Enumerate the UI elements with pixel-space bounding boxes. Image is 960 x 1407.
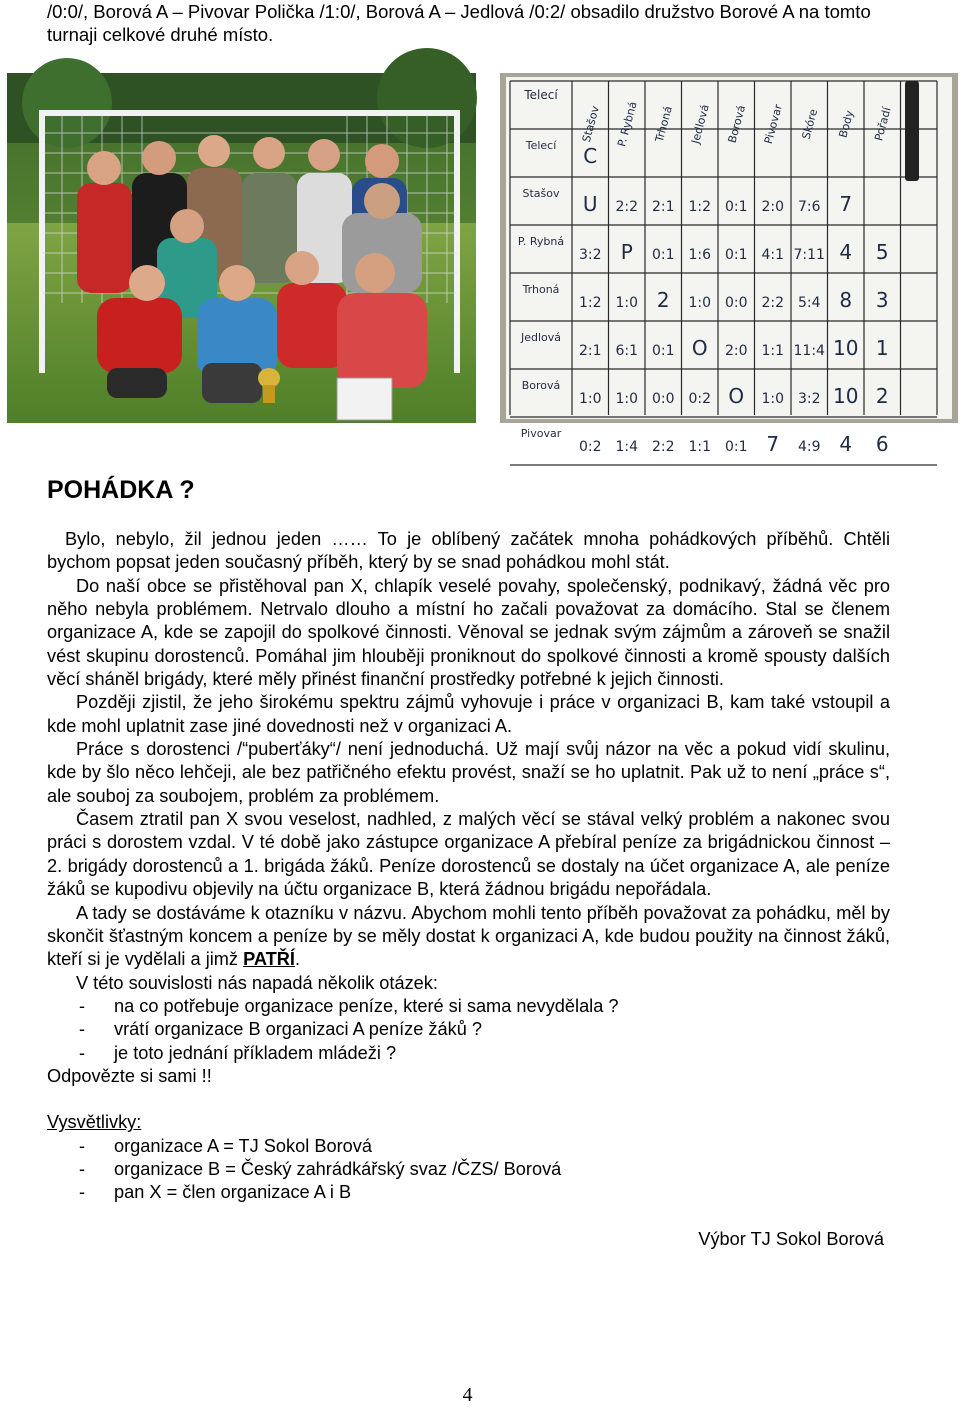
paragraph-6 (47, 902, 890, 972)
board-cell: 0:1 (651, 247, 675, 263)
board-column-header: P. Rybná (615, 100, 640, 149)
list-item: - vrátí organizace B organizaci A peníze žáků ? (79, 1019, 483, 1040)
paragraph-6-end: . (294, 949, 301, 970)
intro-paragraph: /0:0/, Borová A – Pivovar Polička /1:0/, Borová A – Jedlová /0:2/ obsadilo družstvo Borové A na tomto turnaji celkové druhé místo. (47, 1, 871, 45)
board-cell: 1:0 (688, 295, 712, 311)
board-team-header: Telecí (524, 88, 558, 102)
paragraph-3: Později zjistil, že jeho širokému spektru zájmů vyhovuje i práce v organizaci B, kam také vstoupil a kde mohl uplatnit zase jiné dovednosti než v organizaci A. (47, 692, 890, 736)
board-column-header: Pivovar (761, 102, 785, 146)
board-column-header: Jedlová (688, 103, 712, 146)
list-item: - organizace B = Český zahrádkářský svaz /ČZS/ Borová (79, 1158, 562, 1179)
paragraph-4: Práce s dorostenci /“puberťáky“/ není jednoduchá. Už mají svůj názor na věc a pokud vidí skulinu, kde by šlo něco lehčeji, ale bez patřičného efektu provést, snaží se ho uplatnit. Pak už to není „práce s“, ale souboj za soubojem, problém za problémem. (47, 739, 890, 806)
board-cell: 0:2 (578, 439, 602, 455)
paragraph-2: Do naší obce se přistěhoval pan X, chlapík veselé povahy, společenský, podnikavý, žádná věc pro něho nebyla problémem. Netrvalo dlouho a místní ho začali považovat za domácího. Stal se členem organizace A, kde se zapojil do spolkové činnosti. Věnoval se jednak svým zájmům a zároveň se snažil vést skupinu dorostenců. Pomáhal jim hlouběji proniknout do spolkové činnosti a kromě spousty dalších věcí sháněl brigády, které měly přinést finanční prostředky potřebné k jejich činnosti. (47, 575, 890, 690)
paragraph-6-text: A tady se dostáváme k otazníku v názvu. Abychom mohli tento příběh považovat za pohádku, měl by skončit šťastným koncem a peníze by se měly dostat k organizaci A, kde budou použity na činnost žáků, kteří si je vydělali a jimž (47, 902, 890, 970)
board-cell: 6:1 (615, 343, 639, 359)
board-cell: 4:9 (797, 439, 821, 455)
board-column-header: Pořadí (872, 105, 894, 143)
board-cell: 5:4 (797, 295, 821, 311)
board-cell: 7 (839, 192, 853, 216)
board-cell: 1:0 (615, 391, 639, 407)
signature: Výbor TJ Sokol Borová (698, 1228, 884, 1249)
board-cell: 4:1 (761, 247, 785, 263)
board-row-label: P. Rybná (517, 235, 565, 248)
board-cell: 2:1 (578, 343, 602, 359)
board-cell: 7:11 (793, 247, 825, 263)
closing-line: Odpovězte si sami !! (47, 1065, 212, 1086)
board-row-label: Trhoná (522, 283, 560, 296)
page-title: POHÁDKA ? (47, 476, 195, 504)
board-cell: 5 (875, 240, 889, 264)
board-cell: 1 (875, 336, 889, 360)
page-number: 4 (462, 1384, 473, 1406)
board-cell: 0:1 (724, 439, 748, 455)
board-cell: 8 (839, 288, 853, 312)
board-cell: 1:4 (615, 439, 639, 455)
board-cell: U (582, 192, 598, 216)
board-cell: 2:2 (615, 199, 639, 215)
board-cell: 4 (839, 432, 853, 456)
board-cell: 1:1 (761, 343, 785, 359)
board-cell: 3:2 (578, 247, 602, 263)
board-cell: 2:1 (651, 199, 675, 215)
board-cell: O (728, 384, 745, 408)
board-cell: 7 (766, 432, 780, 456)
board-row-label: Jedlová (520, 331, 562, 344)
board-cell: 10 (833, 336, 859, 360)
board-cell: 0:2 (688, 391, 712, 407)
paragraph-1: Bylo, nebylo, žil jednou jeden …… To je oblíbený začátek mnoha pohádkových příběhů. Chtěli bychom popsat jeden současný příběh, který by se snad pohádkou mohl stát. (47, 529, 890, 573)
list-item: - organizace A = TJ Sokol Borová (79, 1135, 372, 1156)
board-cell: 2:2 (761, 295, 785, 311)
marker-pen (905, 81, 919, 181)
paragraph-5: Časem ztratil pan X svou veselost, nadhled, z malých věcí se stával velký problém a nakonec svou práci s dorostem vzdal. V té době jako zástupce organizace A přebíral peníze za brigádnickou činnost – 2. brigády dorostenců a 1. brigáda žáků. Peníze dorostenců se dostaly na účet organizace A, ale peníze žáků se kupodivu objevily na účtu organizace B, která žádnou brigádu nepořádala. (47, 809, 890, 900)
board-cell: 1:6 (688, 247, 712, 263)
team-photo (7, 73, 476, 423)
board-row-label: Telecí (525, 139, 557, 152)
board-cell: 10 (833, 384, 859, 408)
board-cell: 1:0 (615, 295, 639, 311)
board-cell: 2 (656, 288, 670, 312)
board-cell: 0:0 (651, 391, 675, 407)
board-cell: 1:0 (761, 391, 785, 407)
list-item: - pan X = člen organizace A i B (79, 1182, 352, 1203)
board-cell: 1:2 (578, 295, 602, 311)
board-cell: O (691, 336, 708, 360)
glossary-title: Vysvětlivky: (47, 1112, 142, 1133)
story-body (47, 528, 890, 1251)
board-cell: 2:0 (724, 343, 748, 359)
board-cell: 0:1 (724, 199, 748, 215)
results-table-photo (500, 73, 958, 456)
emphasis-patri: PATŘÍ (243, 949, 295, 970)
board-cell: C (583, 144, 598, 168)
board-cell: 2:2 (651, 439, 675, 455)
board-cell: 11:4 (793, 343, 825, 359)
list-item: - je toto jednání příkladem mládeži ? (79, 1042, 397, 1063)
board-row-label: Stašov (522, 187, 560, 200)
board-cell: 2:0 (761, 199, 785, 215)
board-column-header: Body (836, 108, 857, 140)
paragraph-7: V této souvislosti nás napadá několik otázek: (76, 972, 438, 993)
board-row-label: Pivovar (520, 427, 562, 440)
list-item: - na co potřebuje organizace peníze, které si sama nevydělala ? (79, 995, 619, 1016)
board-cell: 2 (875, 384, 889, 408)
board-column-header: Trhoná (652, 104, 675, 144)
board-column-header: Stašov (579, 104, 602, 144)
board-cell: P (620, 240, 633, 264)
board-cell: 1:2 (688, 199, 712, 215)
board-cell: 1:1 (688, 439, 712, 455)
board-column-header: Borová (725, 103, 749, 145)
board-cell: 0:1 (724, 247, 748, 263)
board-cell: 7:6 (797, 199, 821, 215)
board-cell: 3:2 (797, 391, 821, 407)
board-cell: 0:0 (724, 295, 748, 311)
board-cell: 0:1 (651, 343, 675, 359)
glossary-list (47, 1135, 890, 1205)
board-cell: 3 (875, 288, 889, 312)
question-list (47, 995, 890, 1065)
board-cell: 4 (839, 240, 853, 264)
board-row-label: Borová (521, 379, 561, 392)
board-cell: 1:0 (578, 391, 602, 407)
board-cell: 6 (875, 432, 889, 456)
board-column-header: Skóre (799, 107, 821, 141)
